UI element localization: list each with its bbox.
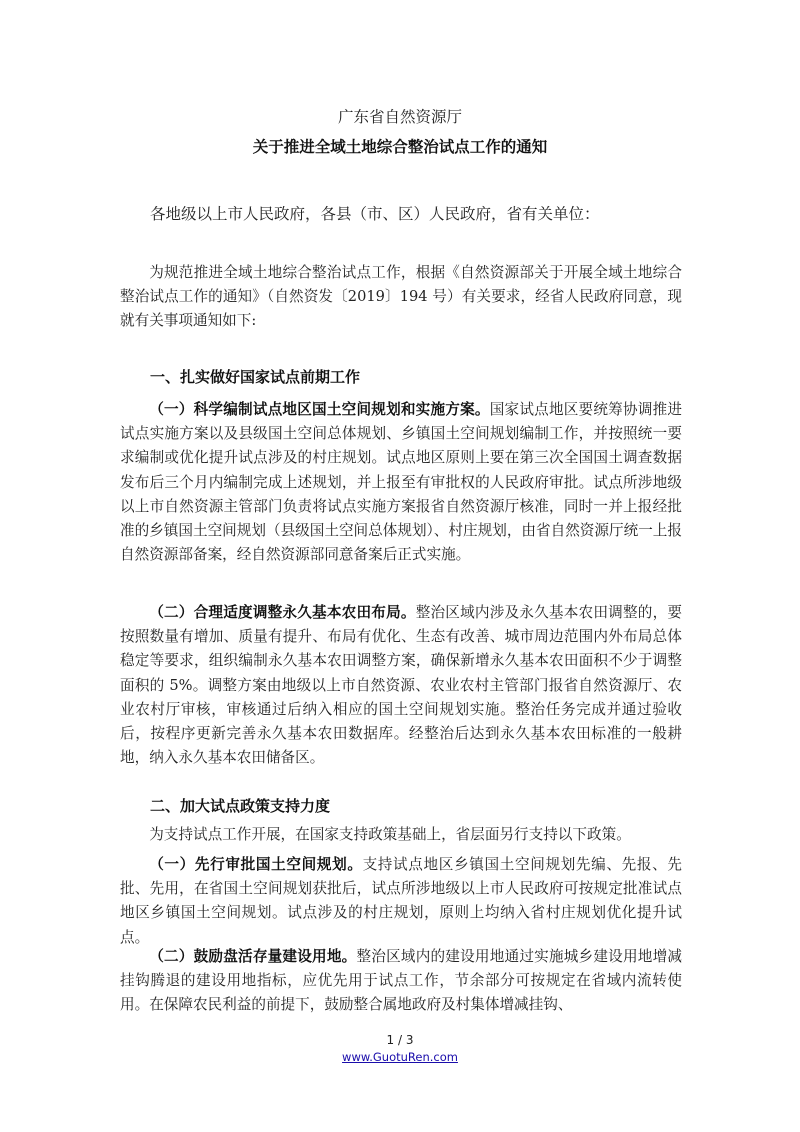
footer-website-link[interactable]: www.GuotuRen.com [342, 1050, 458, 1064]
section-2-item-1 [120, 853, 682, 950]
section-2-item-2 [120, 945, 682, 1018]
intro-paragraph: 为规范推进全域土地综合整治试点工作，根据《自然资源部关于开展全域土地综合整治试点工作的通知》（自然资发〔2019〕194 号）有关要求，经省人民政府同意，现就有关事项通知如下: [120, 264, 682, 330]
issuing-organization: 广东省自然资源厅 [337, 108, 462, 126]
section-1-item-1-body: 国家试点地区要统筹协调推进试点实施方案以及县级国土空间总体规划、乡镇国土空间规划编制工作，并按照统一要求编制或优化提升试点涉及的村庄规划。试点地区原则上要在第三次全国国土调查数据发布后三个月内编制完成上述规划，并上报至有审批权的人民政府审批。试点所涉地级以上市自然资源主管部门负责将试点实施方案报省自然资源厅核准，同时一并上报经批准的乡镇国土空间规划（县级国土空间总体规划）、村庄规划，由省自然资源厅统一上报自然资源部备案，经自然资源部同意备案后正式实施。 [120, 401, 682, 564]
section-2-intro: 为支持试点工作开展，在国家支持政策基础上，省层面另行支持以下政策。 [149, 826, 631, 843]
section-1-item-2-title: （二）合理适度调整永久基本农田布局。 [149, 604, 416, 621]
section-2-heading: 二、加大试点政策支持力度 [150, 797, 331, 815]
section-2-item-2-title: （二）鼓励盘活存量建设用地。 [149, 948, 357, 965]
section-1-item-1 [120, 398, 682, 567]
section-2-item-1-body: 支持试点地区乡镇国土空间规划先编、先报、先批、先用，在省国土空间规划获批后，试点所涉地级以上市人民政府可按规定批准试点地区乡镇国土空间规划。试点涉及的村庄规划，原则上均纳入省村庄规划优化提升试点。 [120, 856, 682, 946]
section-1-heading: 一、扎实做好国家试点前期工作 [150, 368, 361, 386]
section-2-item-2-body: 整治区域内的建设用地通过实施城乡建设用地增减挂钩腾退的建设用地指标，应优先用于试点工作，节余部分可按规定在省域内流转使用。在保障农民利益的前提下，鼓励整合属地政府及村集体增减挂钩、 [120, 948, 682, 1014]
section-2-item-1-title: （一）先行审批国土空间规划。 [149, 856, 363, 873]
section-1-item-2-body: 整治区域内涉及永久基本农田调整的，要按照数量有增加、质量有提升、布局有优化、生态有改善、城市周边范围内外布局总体稳定等要求，组织编制永久基本农田调整方案，确保新增永久基本农田面积不少于调整面积的 5%。调整方案由地级以上市自然资源、农业农村主管部门报省自然资源厅、农业农村厅审核，审核通过后纳入相应的国土空间规划实施。整治任务完成并通过验收后，按程序更新完善永久基本农田数据库。经整治后达到永久基本农田标准的一般耕地，纳入永久基本农田储备区。 [120, 604, 682, 767]
section-1-item-2 [120, 601, 682, 770]
section-1-item-1-title: （一）科学编制试点地区国土空间规划和实施方案。 [149, 401, 490, 418]
page-number: 1 / 3 [386, 1033, 414, 1047]
salutation: 各地级以上市人民政府，各县（市、区）人民政府，省有关单位： [150, 205, 600, 223]
document-title: 关于推进全域土地综合整治试点工作的通知 [252, 138, 548, 156]
